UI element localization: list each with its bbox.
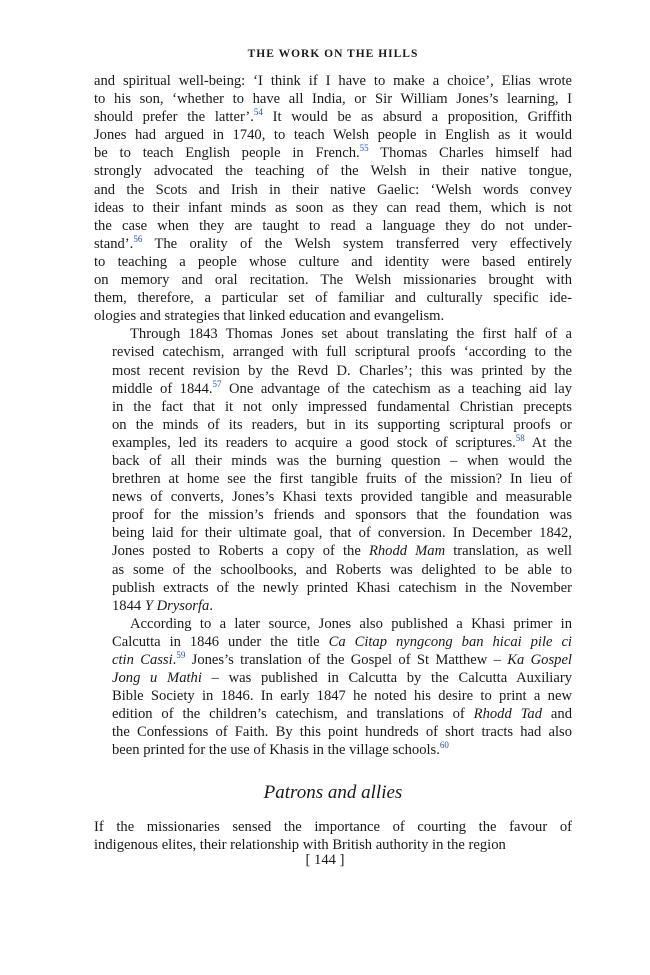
- text-run: Jones posted to Roberts a copy of the: [112, 543, 369, 560]
- text-line: [94, 181, 572, 199]
- running-head: THE WORK ON THE HILLS: [247, 48, 419, 60]
- text-run: The orality of the Welsh system transferred very effectively: [142, 235, 572, 252]
- text-line: [94, 470, 572, 488]
- text-run: been printed for the use of Khasis in the village schools.: [112, 742, 440, 759]
- text-run: Calcutta in 1846 under the title: [112, 633, 329, 650]
- text-line: [94, 561, 572, 579]
- body-text: [94, 72, 572, 760]
- text-line: [94, 452, 572, 470]
- text-line: [94, 741, 572, 759]
- footnote-ref[interactable]: 54: [253, 107, 263, 118]
- text-run: .: [209, 597, 213, 614]
- text-run: on the minds of its readers, but in its supporting scriptural proofs or: [112, 416, 572, 433]
- text-line: [94, 723, 572, 741]
- italic-title: Jong u Mathi: [112, 670, 202, 687]
- text-run: back of all their minds was the burning question – when would the: [112, 452, 572, 469]
- italic-title: Rhodd Mam: [368, 543, 446, 560]
- text-run: most recent revision by the Revd D. Charles’; this was printed by the: [112, 362, 572, 379]
- text-line: [94, 542, 572, 560]
- text-run: 1844: [112, 597, 145, 614]
- text-line: [94, 818, 572, 836]
- text-run: Through 1843 Thomas Jones set about translating the first half of a: [130, 326, 572, 343]
- italic-title: Y Drysorfa: [144, 597, 210, 614]
- text-line: [94, 615, 572, 633]
- text-run: If the missionaries sensed the importance of courting the favour of: [94, 818, 572, 835]
- text-run: Thomas Charles himself had: [368, 145, 572, 162]
- text-run: examples, led its readers to acquire a good stock of scriptures.: [112, 434, 516, 451]
- footnote-ref[interactable]: 60: [439, 740, 449, 751]
- footnote-ref[interactable]: 59: [176, 650, 186, 661]
- paragraph: [94, 325, 572, 615]
- page-number: [ 144 ]: [305, 852, 345, 868]
- text-run: be to teach English people in French.: [94, 145, 360, 162]
- text-line: [94, 144, 572, 162]
- text-run: Jones had argued in 1740, to teach Welsh people in English as it would: [94, 127, 572, 144]
- text-line: [94, 289, 572, 307]
- text-run: Jones’s translation of the Gospel of St Matthew –: [185, 652, 508, 668]
- text-run: proof for the mission’s friends and sponsors that the foundation was: [112, 507, 572, 524]
- text-run: being laid for their ultimate goal, that of conversion. In December 1842,: [112, 525, 572, 542]
- page-body: [94, 48, 572, 854]
- text-run: – was published in Calcutta by the Calcutta Auxiliary: [201, 670, 572, 687]
- text-run: and spiritual well-being: ‘I think if I have to make a choice’, Elias wrote: [94, 73, 572, 89]
- text-line: [94, 108, 572, 126]
- text-run: translation, as well: [445, 543, 572, 560]
- section-heading: Patrons and allies: [263, 781, 403, 803]
- section-body-text: [94, 818, 572, 854]
- text-run: ologies and strategies that linked education and evangelism.: [94, 308, 445, 325]
- text-run: as some of the schoolbooks, and Roberts was delighted to be able to: [112, 561, 572, 578]
- text-run: indigenous elites, their relationship with British authority in the region: [94, 836, 506, 853]
- text-run: to teaching a people whose culture and identity were based entirely: [94, 253, 572, 270]
- italic-title: Rhodd Tad: [473, 706, 543, 723]
- text-run: According to a later source, Jones also published a Khasi primer in: [130, 615, 572, 632]
- footnote-ref[interactable]: 55: [359, 143, 369, 154]
- italic-title: ctin Cassi: [112, 652, 173, 668]
- text-run: .: [172, 652, 177, 668]
- paragraph: [94, 818, 572, 854]
- footnote-ref[interactable]: 56: [133, 233, 143, 244]
- text-line: [94, 488, 572, 506]
- text-line: [94, 325, 572, 343]
- text-run: It would be as absurd a proposition, Griffith: [262, 109, 572, 126]
- paragraph: [94, 72, 572, 325]
- text-line: [94, 633, 572, 651]
- italic-title: Ca Citap nyngcong ban hicai pile ci: [328, 633, 572, 650]
- text-run: should prefer the latter’.: [94, 109, 254, 126]
- text-run: ideas to their infant minds as soon as they can read them, which is not: [94, 199, 572, 216]
- text-line: [94, 162, 572, 180]
- text-line: [94, 235, 572, 253]
- paragraph: [94, 615, 572, 760]
- text-run: Bible Society in 1846. In early 1847 he noted his desire to print a new: [112, 688, 572, 705]
- text-line: [94, 253, 572, 271]
- text-line: [94, 506, 572, 524]
- text-run: to his son, ‘whether to have all India, or Sir William Jones’s learning, I: [94, 91, 572, 108]
- text-run: brethren at home see the first tangible fruits of the mission? In lieu of: [112, 471, 572, 488]
- text-run: publish extracts of the newly printed Khasi catechism in the November: [112, 579, 572, 596]
- text-line: [94, 398, 572, 416]
- text-line: [94, 343, 572, 361]
- text-line: [94, 271, 572, 289]
- text-line: [94, 651, 572, 669]
- text-run: the case when they are taught to read a language they do not under-: [94, 217, 572, 234]
- text-run: middle of 1844.: [112, 380, 213, 397]
- text-run: and: [542, 706, 572, 723]
- text-run: on memory and oral recitation. The Welsh missionaries brought with: [94, 272, 572, 289]
- text-line: [94, 524, 572, 542]
- text-line: [94, 669, 572, 687]
- text-line: [94, 687, 572, 705]
- text-line: [94, 217, 572, 235]
- text-run: them, therefore, a particular set of familiar and culturally specific ide-: [94, 290, 572, 307]
- text-line: [94, 380, 572, 398]
- text-line: [94, 362, 572, 380]
- footnote-ref[interactable]: 58: [515, 433, 525, 444]
- italic-title: Ka Gospel: [507, 652, 572, 668]
- text-run: revised catechism, arranged with full scriptural proofs ‘according to the: [112, 344, 572, 361]
- text-run: and the Scots and Irish in their native Gaelic: ‘Welsh words convey: [94, 181, 572, 198]
- text-run: At the: [524, 434, 572, 451]
- text-run: One advantage of the catechism as a teaching aid lay: [221, 380, 572, 397]
- text-line: [94, 199, 572, 217]
- text-line: [94, 90, 572, 108]
- text-run: news of converts, Jones’s Khasi texts provided tangible and measurable: [112, 489, 572, 506]
- text-run: in the fact that it not only impressed fundamental Christian precepts: [112, 398, 572, 415]
- text-run: strongly advocated the teaching of the Welsh in their native tongue,: [94, 163, 572, 180]
- text-line: [94, 434, 572, 452]
- text-run: stand’.: [94, 235, 134, 252]
- footnote-ref[interactable]: 57: [212, 378, 222, 389]
- text-line: [94, 597, 572, 615]
- text-line: [94, 307, 572, 325]
- text-line: [94, 579, 572, 597]
- text-run: the Confessions of Faith. By this point hundreds of short tracts had also: [112, 724, 572, 741]
- text-line: [94, 126, 572, 144]
- text-run: edition of the children’s catechism, and translations of: [112, 706, 474, 723]
- text-line: [94, 705, 572, 723]
- text-line: [94, 416, 572, 434]
- text-line: [94, 72, 572, 90]
